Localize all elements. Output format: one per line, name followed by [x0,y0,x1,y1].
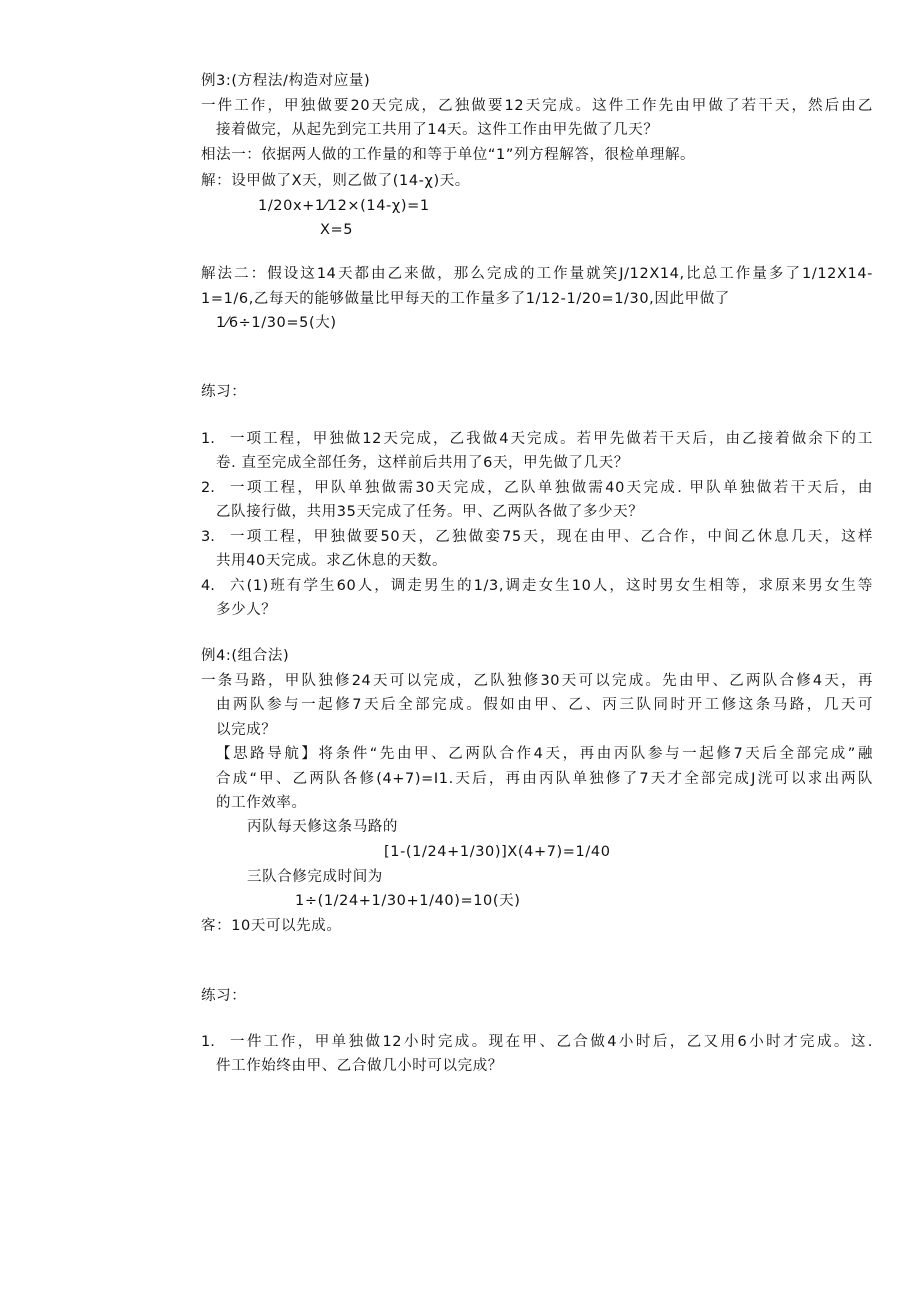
practice1-item-4-number: 4. [201,578,215,594]
example3-method2-line-3: 1⁄6÷1/30=5(大) [216,315,337,331]
example3-problem-line-2: 接着做完，从起先到完工共用了14天。这件工作由甲先做了几天？ [216,122,659,138]
practice2-item-1-line-2: 件工作始终由甲、乙合做几小时可以完成？ [216,1058,503,1074]
example4-heading: 例4:(组合法) [201,648,290,664]
example4-problem-line-2: 由两队参与一起修7天后全部完成。假如由甲、乙、丙三队同时开工修这条马路，几天可 [216,697,873,713]
example4-answer: 客：10天可以先成。 [201,918,342,934]
example4-step2-formula: 1÷(1/24+1/30+1/40)=10(天) [295,893,521,909]
practice1-item-2-number: 2. [201,480,215,496]
example4-guide-line-2: 合成“甲、乙两队各修(4+7)=I1.天后，再由丙队单独修了7天才全部完成J洸可以求出两队 [216,771,873,787]
practice1-item-1-line-2: 卷. 直至完成全部任务，这样前后共用了6天，甲先做了几天？ [216,455,629,471]
example3-problem-line-1: 一件工作，甲独做要20天完成，乙独做要12天完成。这件工作先由甲做了若干天，然后由乙 [201,98,873,114]
example3-equation: 1/20x+1⁄12×(14-χ)=1 [258,198,430,214]
example4-step1-label: 丙队每天修这条马路的 [247,819,398,835]
example3-method2-line-2: 1=1/6,乙每天的能够做量比甲每天的工作量多了1/12-1/20=1/30,因此甲做了 [201,291,730,307]
practice1-item-2-line-2: 乙队接行做，共用35天完成了任务。甲、乙两队各做了多少天？ [216,504,644,520]
example4-problem-line-1: 一条马路，甲队独修24天可以完成，乙队独修30天可以完成。先由甲、乙两队合修4天，再 [201,673,873,689]
practice1-item-3-line-2: 共用40天完成。求乙休息的天数。 [216,553,448,569]
practice1-heading: 练习： [201,384,247,400]
example3-heading: 例3:(方程法/构造对应量) [201,73,371,89]
example3-method1: 相法一：依据两人做的工作量的和等于单位“1”列方程解答，很检单理解。 [201,147,696,163]
example4-step1-formula: [1-(1/24+1/30)]X(4+7)=1/40 [384,844,611,860]
practice2-item-1-number: 1. [201,1034,215,1050]
example4-guide-line-1: 【思路导航】将条件“先由甲、乙两队合作4天，再由丙队参与一起修7天后全部完成”融 [216,746,873,762]
practice2-heading: 练习： [201,988,247,1004]
example4-step2-label: 三队合修完成时间为 [247,869,383,885]
practice1-item-4-line-1: 六(1)班有学生60人，调走男生的1/3,调走女生10人，这时男女生相等，求原来男女生等 [230,578,873,594]
practice1-item-4-line-2: 多少人？ [216,602,277,618]
practice1-item-3-line-1: 一项工程，甲独做要50天，乙独做娈75天，现在由甲、乙合作，中间乙休息几天，这样 [230,529,873,545]
practice1-item-1-number: 1. [201,431,215,447]
example3-method2-line-1: 解法二：假设这14天都由乙来做，那么完成的工作量就笑J/12X14,比总工作量多了1/12X14- [201,266,873,282]
example3-answer: X=5 [320,222,354,238]
practice1-item-3-number: 3. [201,529,215,545]
practice2-item-1-line-1: 一件工作，甲单独做12小时完成。现在甲、乙合做4小时后，乙又用6小时才完成。这. [230,1034,873,1050]
example3-solution-intro: 解：设甲做了X天，则乙做了(14-χ)天。 [201,173,470,189]
example4-guide-line-3: 的工作效率。 [216,795,307,811]
example4-problem-line-3: 以完成？ [216,722,277,738]
practice1-item-2-line-1: 一项工程，甲队单独做需30天完成，乙队单独做需40天完成. 甲队单独做若干天后，由 [230,480,873,496]
practice1-item-1-line-1: 一项工程，甲独做12天完成，乙我做4天完成。若甲先做若干天后，由乙接着做余下的工 [230,431,873,447]
